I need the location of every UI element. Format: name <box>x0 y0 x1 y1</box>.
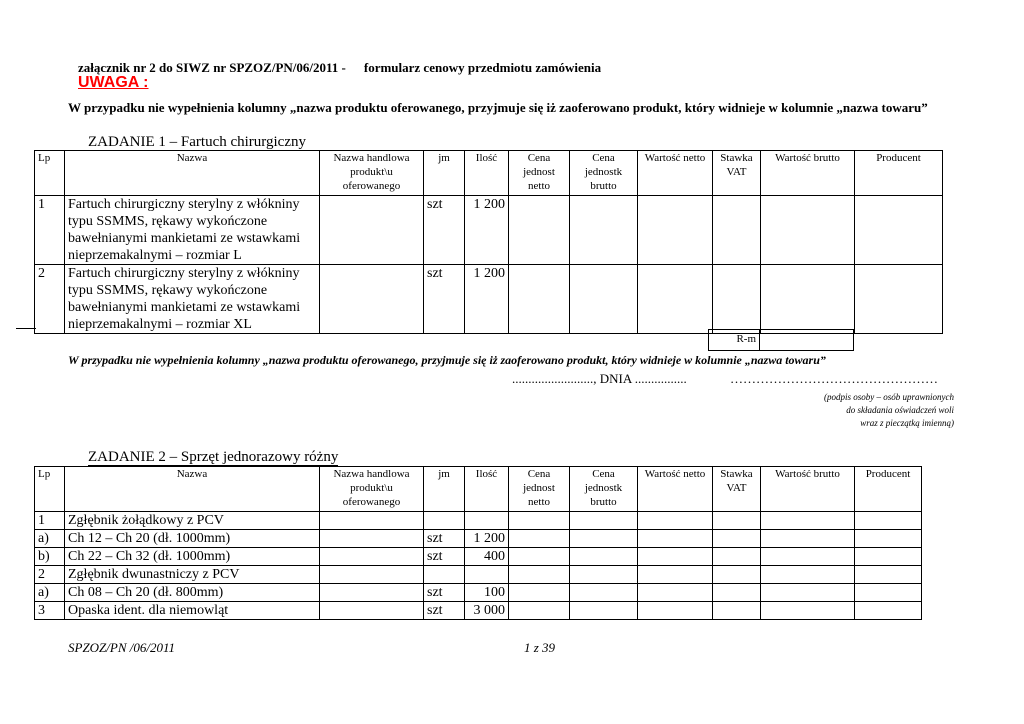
signature-line: ………………………………………… <box>730 371 938 386</box>
empty-cell <box>761 512 855 530</box>
cell-nazwa: Ch 08 – Ch 20 (dł. 800mm) <box>65 584 320 602</box>
table-row <box>35 548 922 566</box>
rm-label: R-m <box>709 330 760 350</box>
zadanie-2-table <box>34 466 922 620</box>
cell-jm <box>424 566 465 584</box>
empty-cell <box>638 512 713 530</box>
empty-cell <box>855 602 922 620</box>
empty-cell <box>855 584 922 602</box>
cell-lp: b) <box>35 548 65 566</box>
empty-cell <box>509 196 570 265</box>
cell-ilosc: 1 200 <box>465 265 509 334</box>
cell-ilosc <box>465 512 509 530</box>
empty-cell <box>570 512 638 530</box>
table-row <box>35 196 943 265</box>
column-header: Cena jednost netto <box>509 467 570 512</box>
empty-cell <box>509 548 570 566</box>
empty-cell <box>509 566 570 584</box>
table-row <box>35 530 922 548</box>
notice-text: W przypadku nie wypełnienia kolumny „nazwa produktu oferowanego, przyjmuje się iż zaoferowano produkt, który widnieje w kolumnie „nazwa towaru” <box>68 100 928 115</box>
empty-cell <box>638 602 713 620</box>
column-header: Nazwa <box>65 467 320 512</box>
column-header: Cena jednost netto <box>509 151 570 196</box>
cell-lp: 1 <box>35 196 65 265</box>
empty-cell <box>761 584 855 602</box>
column-header: Cena jednostk brutto <box>570 151 638 196</box>
empty-cell <box>570 548 638 566</box>
column-header: Wartość netto <box>638 467 713 512</box>
column-header: Wartość netto <box>638 151 713 196</box>
cell-jm <box>424 512 465 530</box>
empty-cell <box>509 530 570 548</box>
table-row <box>35 584 922 602</box>
notice-text-repeat: W przypadku nie wypełnienia kolumny „nazwa produktu oferowanego, przyjmuje się iż zaoferowano produkt, który widnieje w kolumnie „nazwa towaru” <box>68 353 826 367</box>
cell-jm: szt <box>424 530 465 548</box>
empty-cell <box>855 566 922 584</box>
empty-cell <box>855 530 922 548</box>
empty-cell <box>855 548 922 566</box>
empty-cell <box>320 548 424 566</box>
cell-nazwa: Fartuch chirurgiczny sterylny z włókniny typu SSMMS, rękawy wykończone bawełnianymi mankietami ze wstawkami nieprzemakalnymi – rozmiar L <box>65 196 320 265</box>
empty-cell <box>638 566 713 584</box>
cell-lp: a) <box>35 584 65 602</box>
header-form-title: formularz cenowy przedmiotu zamówienia <box>363 60 602 75</box>
empty-cell <box>638 265 713 334</box>
column-header: Lp <box>35 151 65 196</box>
column-header: Ilość <box>465 467 509 512</box>
cell-jm: szt <box>424 584 465 602</box>
rm-summary-box <box>708 329 854 351</box>
empty-cell <box>761 196 855 265</box>
cell-nazwa: Zgłębnik dwunastniczy z PCV <box>65 566 320 584</box>
column-header: jm <box>424 467 465 512</box>
document-header <box>78 60 601 76</box>
column-header: Stawka VAT <box>713 467 761 512</box>
cell-nazwa: Ch 12 – Ch 20 (dł. 1000mm) <box>65 530 320 548</box>
empty-cell <box>761 566 855 584</box>
zadanie-1-table <box>34 150 943 334</box>
footer-page-number: 1 z 39 <box>524 640 556 655</box>
cell-ilosc: 100 <box>465 584 509 602</box>
table-row <box>35 512 922 530</box>
empty-cell <box>320 512 424 530</box>
empty-cell <box>509 512 570 530</box>
cell-nazwa: Ch 22 – Ch 32 (dł. 1000mm) <box>65 548 320 566</box>
empty-cell <box>320 566 424 584</box>
table-row <box>35 265 943 334</box>
empty-cell <box>320 196 424 265</box>
uwaga-warning: UWAGA : <box>78 74 149 91</box>
empty-cell <box>761 265 855 334</box>
empty-cell <box>638 530 713 548</box>
column-header: Cena jednostk brutto <box>570 467 638 512</box>
empty-cell <box>855 265 943 334</box>
signature-caption: (podpis osoby – osób uprawnionych do składania oświadczeń woli wraz z pieczątką imienną) <box>824 392 954 428</box>
cell-nazwa: Opaska ident. dla niemowląt <box>65 602 320 620</box>
column-header: Ilość <box>465 151 509 196</box>
empty-cell <box>761 530 855 548</box>
empty-cell <box>638 584 713 602</box>
empty-cell <box>713 584 761 602</box>
column-header: Nazwa handlowa produkt\u oferowanego <box>320 467 424 512</box>
column-header: Producent <box>855 467 922 512</box>
cell-lp: 2 <box>35 265 65 334</box>
empty-cell <box>713 512 761 530</box>
table-header-row <box>35 151 943 196</box>
table-header-row <box>35 467 922 512</box>
date-line: ........................., DNIA ................ <box>512 371 687 386</box>
zadanie-2-title: ZADANIE 2 – Sprzęt jednorazowy różny <box>88 449 339 465</box>
cell-jm: szt <box>424 196 465 265</box>
empty-cell <box>713 265 761 334</box>
header-attachment: załącznik nr 2 do SIWZ nr SPZOZ/PN/06/2011 - <box>78 60 346 75</box>
cell-jm: szt <box>424 602 465 620</box>
column-header: Nazwa <box>65 151 320 196</box>
empty-cell <box>570 566 638 584</box>
empty-cell <box>713 530 761 548</box>
table-row <box>35 602 922 620</box>
empty-cell <box>570 530 638 548</box>
empty-cell <box>638 548 713 566</box>
empty-cell <box>320 584 424 602</box>
footer-doc-number: SPZOZ/PN /06/2011 <box>68 640 176 655</box>
empty-cell <box>509 265 570 334</box>
empty-cell <box>320 265 424 334</box>
empty-cell <box>320 530 424 548</box>
cell-nazwa: Zgłębnik żołądkowy z PCV <box>65 512 320 530</box>
empty-cell <box>570 265 638 334</box>
empty-cell <box>713 602 761 620</box>
cell-jm: szt <box>424 548 465 566</box>
divider <box>16 328 36 329</box>
zadanie-1-title: ZADANIE 1 – Fartuch chirurgiczny <box>88 134 306 150</box>
column-header: jm <box>424 151 465 196</box>
cell-ilosc: 400 <box>465 548 509 566</box>
cell-ilosc: 3 000 <box>465 602 509 620</box>
empty-cell <box>855 512 922 530</box>
empty-cell <box>855 196 943 265</box>
empty-cell <box>570 196 638 265</box>
table-row <box>35 566 922 584</box>
empty-cell <box>713 548 761 566</box>
empty-cell <box>570 602 638 620</box>
empty-cell <box>509 584 570 602</box>
empty-cell <box>713 196 761 265</box>
cell-lp: 2 <box>35 566 65 584</box>
column-header: Wartość brutto <box>761 467 855 512</box>
empty-cell <box>761 602 855 620</box>
cell-ilosc <box>465 566 509 584</box>
cell-jm: szt <box>424 265 465 334</box>
empty-cell <box>713 566 761 584</box>
empty-cell <box>761 548 855 566</box>
column-header: Lp <box>35 467 65 512</box>
column-header: Wartość brutto <box>761 151 855 196</box>
cell-nazwa: Fartuch chirurgiczny sterylny z włókniny typu SSMMS, rękawy wykończone bawełnianymi mankietami ze wstawkami nieprzemakalnymi – rozmiar XL <box>65 265 320 334</box>
column-header: Producent <box>855 151 943 196</box>
empty-cell <box>570 584 638 602</box>
empty-cell <box>509 602 570 620</box>
column-header: Nazwa handlowa produkt\u oferowanego <box>320 151 424 196</box>
empty-cell <box>320 602 424 620</box>
cell-lp: 1 <box>35 512 65 530</box>
column-header: Stawka VAT <box>713 151 761 196</box>
cell-lp: 3 <box>35 602 65 620</box>
empty-cell <box>638 196 713 265</box>
cell-ilosc: 1 200 <box>465 196 509 265</box>
cell-ilosc: 1 200 <box>465 530 509 548</box>
cell-lp: a) <box>35 530 65 548</box>
